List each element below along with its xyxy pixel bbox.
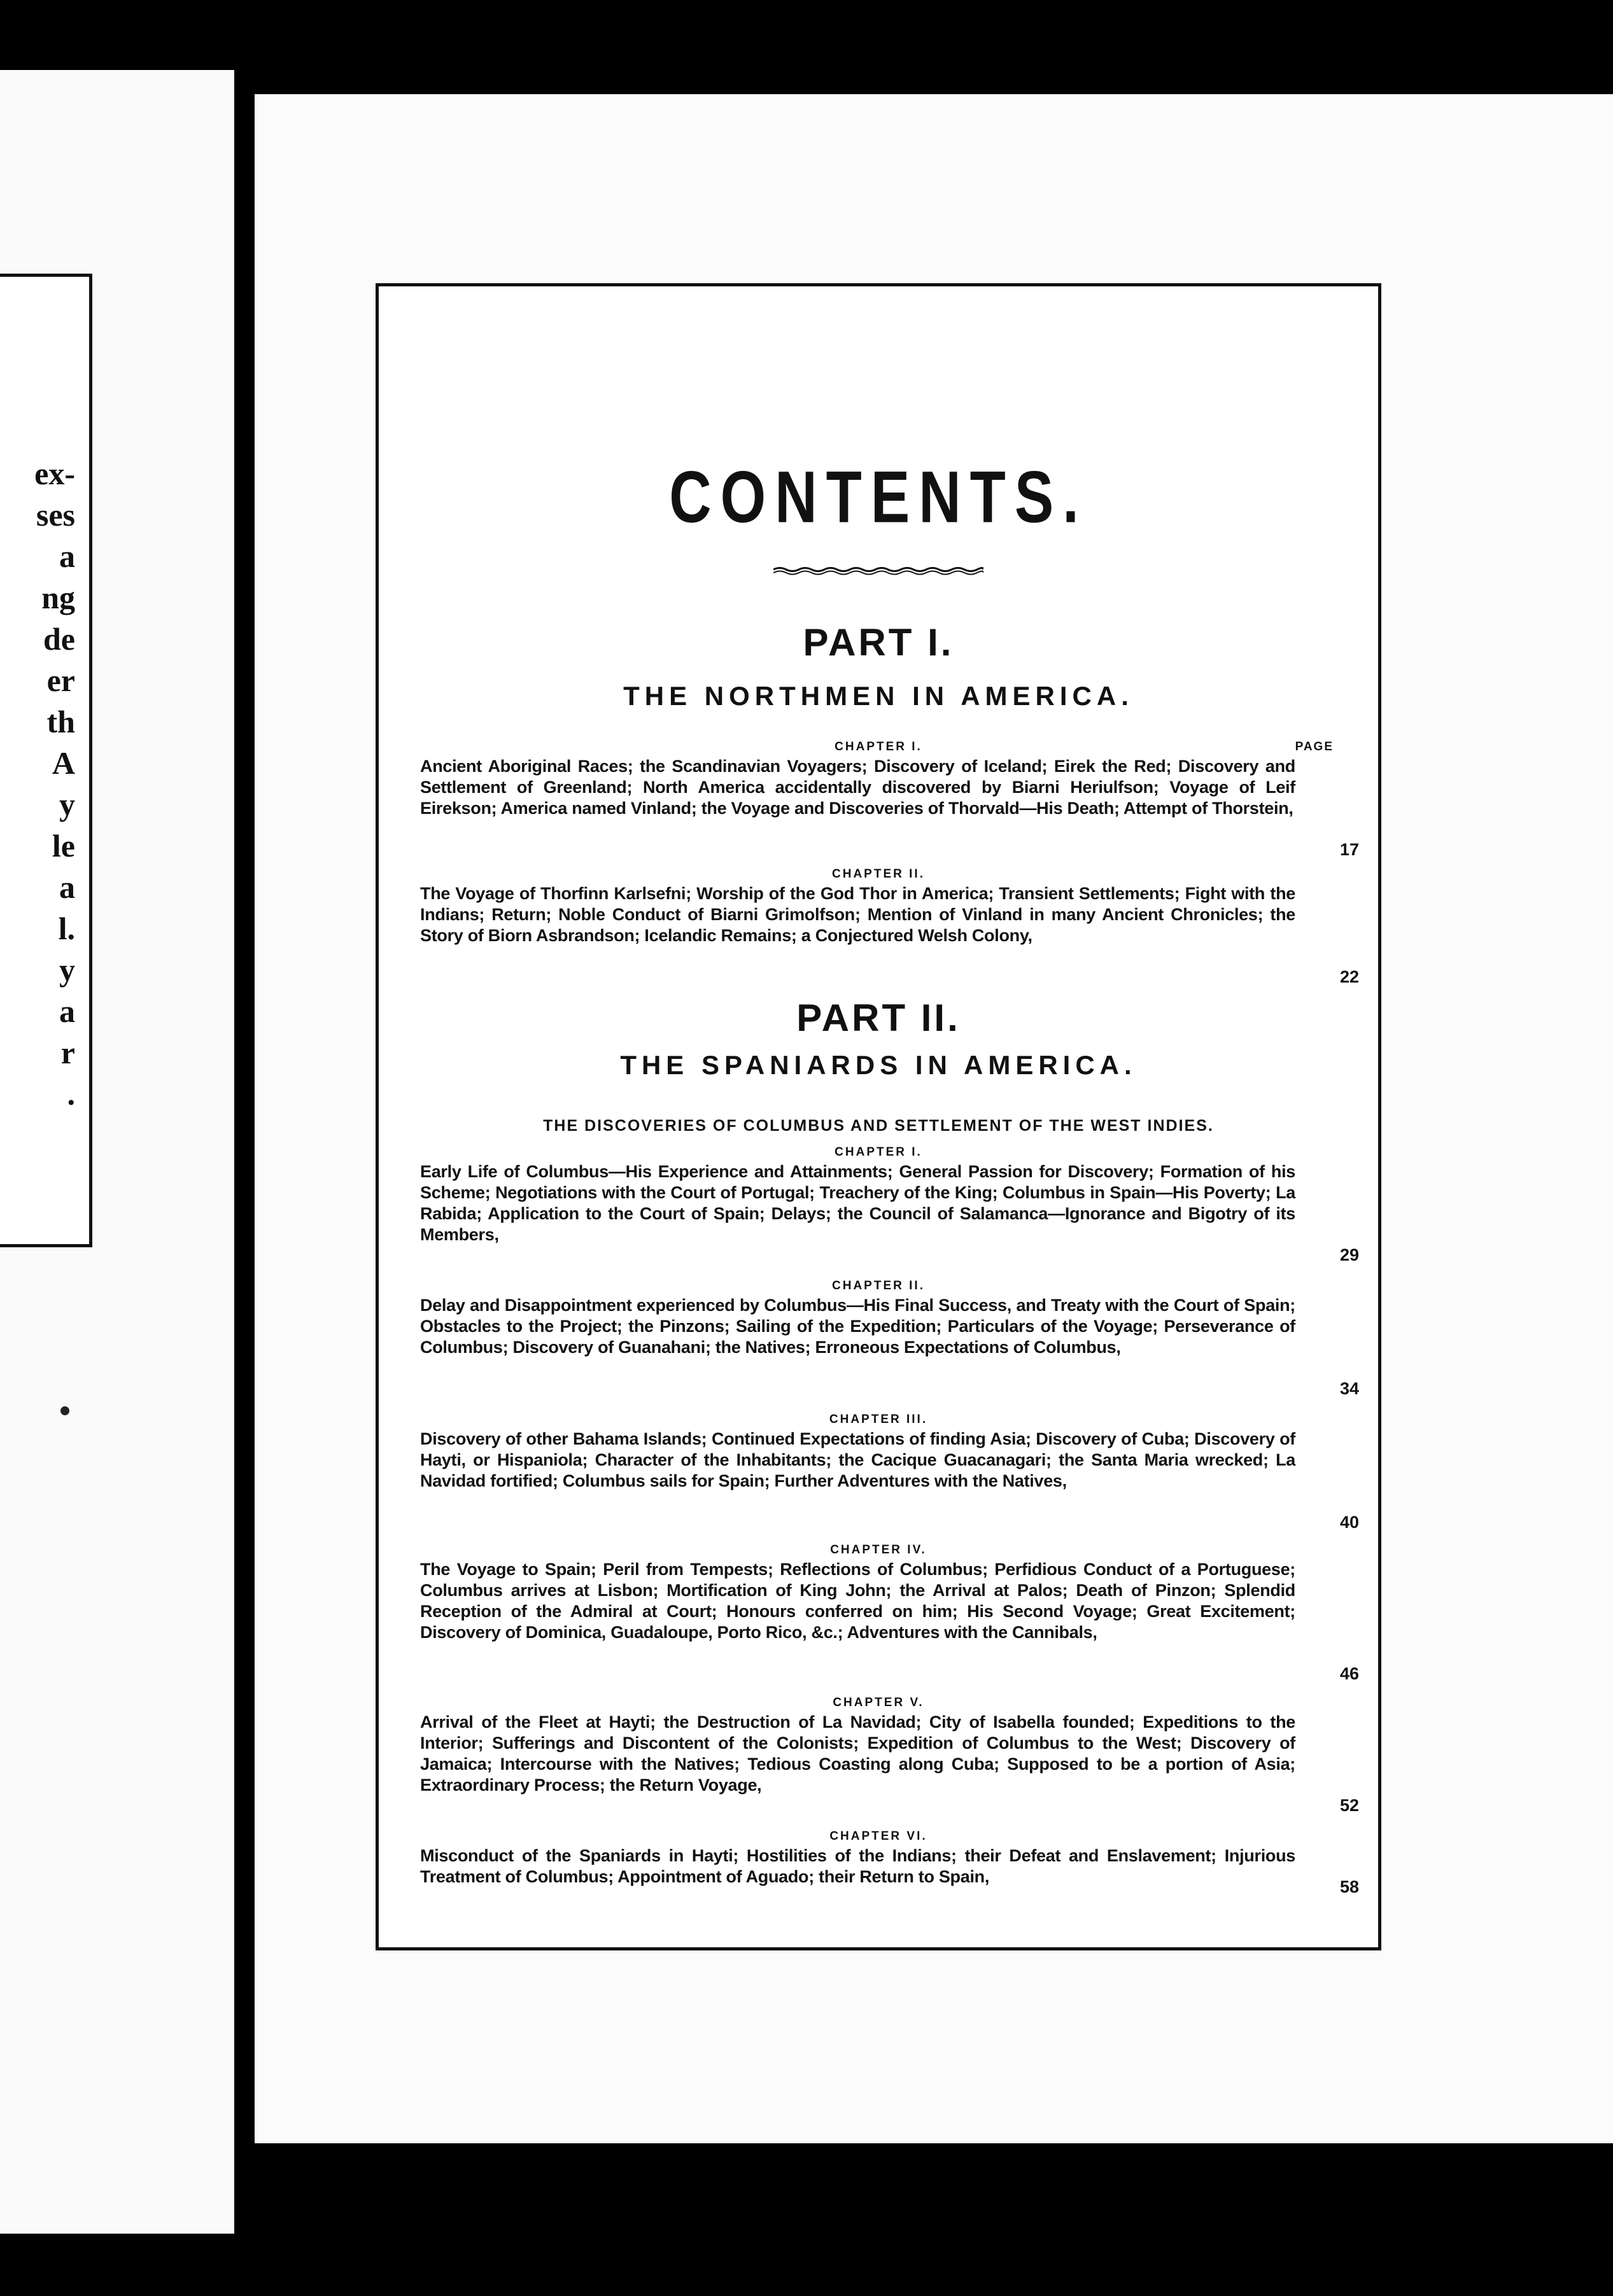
- left-text-fragment: A: [52, 745, 75, 781]
- left-text-fragment: a: [59, 538, 75, 574]
- part-one-heading: THE NORTHMEN IN AMERICA.: [623, 681, 1134, 711]
- page-number: 58: [1339, 1877, 1359, 1896]
- left-text-fragment: .: [67, 1076, 75, 1112]
- chapter-label: CHAPTER IV.: [830, 1543, 927, 1557]
- left-text-fragment: ng: [41, 580, 75, 615]
- left-text-fragment: de: [43, 621, 75, 657]
- chapter-label: CHAPTER III.: [829, 1413, 928, 1426]
- part-two-heading: THE SPANIARDS IN AMERICA.: [620, 1050, 1137, 1080]
- chapter-entry-text: Early Life of Columbus—His Experience and Attainments; General Passion for Discovery; Formation of his Scheme; Negotiations with the Court of Portugal; Treachery of the King; Columbus in Spain—His Poverty; La Rabida; Application to the Court of Spain; Delays; the Council of Salamanca—Ignorance and Bigotry of its Members,: [420, 1162, 1295, 1244]
- left-text-fragment: y: [59, 952, 75, 988]
- chapter-label: CHAPTER V.: [833, 1696, 924, 1709]
- page-number: 40: [1339, 1513, 1359, 1532]
- part-one-label: PART I.: [803, 621, 954, 664]
- ink-speck: [60, 1406, 69, 1415]
- left-text-fragment: th: [46, 704, 75, 739]
- left-text-fragment: ex-: [34, 456, 75, 491]
- chapter-entry-text: Ancient Aboriginal Races; the Scandinavian Voyagers; Discovery of Iceland; Eirek the Red; Discovery and Settlement of Greenland; North America accidentally discovered by Biarni Heriulfson; Voyage of Leif Eirekson; America named Vinland; the Voyage and Discoveries of Thorvald—His Death; Attempt of Thorstein,: [420, 757, 1295, 818]
- left-page-text-column: [0, 274, 92, 1247]
- page-number: 17: [1339, 840, 1359, 859]
- title-ornament-rule: [773, 566, 983, 575]
- chapter-entry-text: Delay and Disappointment experienced by Columbus—His Final Success, and Treaty with the Court of Spain; Obstacles to the Project; the Pinzons; Sailing of the Expedition; Particulars of the Voyage; Perseverance of Columbus; Discovery of Guanahani; the Natives; Erroneous Expectations of Columbus,: [420, 1296, 1295, 1357]
- left-text-fragment: a: [59, 993, 75, 1029]
- page-column-label: PAGE: [1295, 740, 1334, 753]
- chapter-entry-text: The Voyage to Spain; Peril from Tempests; Reflections of Columbus; Perfidious Conduct of a Portuguese; Columbus arrives at Lisbon; Mortification of King John; the Arrival at Palos; Death of Pinzon; Splendid Reception of the Admiral at Court; Honours conferred on him; His Second Voyage; Great Excitement; Discovery of Dominica, Guadaloupe, Porto Rico, &c.; Adventures with the Cannibals,: [420, 1560, 1295, 1642]
- part-two-label: PART II.: [796, 997, 961, 1039]
- page-title: CONTENTS.: [669, 457, 1088, 538]
- chapter-label: CHAPTER II.: [832, 1279, 925, 1292]
- left-text-fragment: y: [59, 787, 75, 822]
- page-number: 34: [1339, 1379, 1359, 1398]
- chapter-label: CHAPTER I.: [835, 1145, 922, 1159]
- chapter-entry-text: Arrival of the Fleet at Hayti; the Destruction of La Navidad; City of Isabella founded; Expeditions to the Interior; Sufferings and Discontent of the Colonists; Expedition of Columbus to the West; Discovery of Jamaica; Intercourse with the Natives; Tedious Coasting along Cuba; Supposed to be a portion of Asia; Extraordinary Process; the Return Voyage,: [420, 1712, 1295, 1795]
- chapter-entry-text: Discovery of other Bahama Islands; Continued Expectations of finding Asia; Discovery of Cuba; Discovery of Hayti, or Hispaniola; Character of the Inhabitants; the Cacique Guacanagari; the Santa Maria wrecked; La Navidad fortified; Columbus sails for Spain; Further Adventures with the Natives,: [420, 1429, 1295, 1490]
- left-facing-page: [0, 70, 234, 2234]
- chapter-entry-text: The Voyage of Thorfinn Karlsefni; Worship of the God Thor in America; Transient Settlements; Fight with the Indians; Return; Noble Conduct of Biarni Grimolfson; Mention of Vinland in many Ancient Chronicles; the Story of Biorn Asbrandson; Icelandic Remains; a Conjectured Welsh Colony,: [420, 884, 1295, 945]
- left-text-fragment: er: [46, 662, 75, 698]
- chapter-label: CHAPTER I.: [835, 740, 922, 753]
- left-text-fragment: ses: [36, 497, 75, 533]
- left-text-fragment: r: [60, 1035, 75, 1070]
- page-number: 22: [1339, 967, 1359, 986]
- chapter-label: CHAPTER II.: [832, 867, 925, 881]
- page-number: 52: [1339, 1796, 1359, 1815]
- left-text-fragment: le: [52, 828, 75, 864]
- left-text-fragment: l.: [58, 911, 75, 946]
- page-number: 46: [1339, 1664, 1359, 1683]
- contents-frame: [376, 283, 1381, 1950]
- chapter-entry-text: Misconduct of the Spaniards in Hayti; Hostilities of the Indians; their Defeat and Enslavement; Injurious Treatment of Columbus; Appointment of Aguado; their Return to Spain,: [420, 1846, 1295, 1886]
- part-two-subheading: THE DISCOVERIES OF COLUMBUS AND SETTLEMENT OF THE WEST INDIES.: [543, 1117, 1214, 1135]
- left-text-fragment: a: [59, 869, 75, 905]
- page-number: 29: [1339, 1245, 1359, 1264]
- chapter-label: CHAPTER VI.: [829, 1830, 927, 1843]
